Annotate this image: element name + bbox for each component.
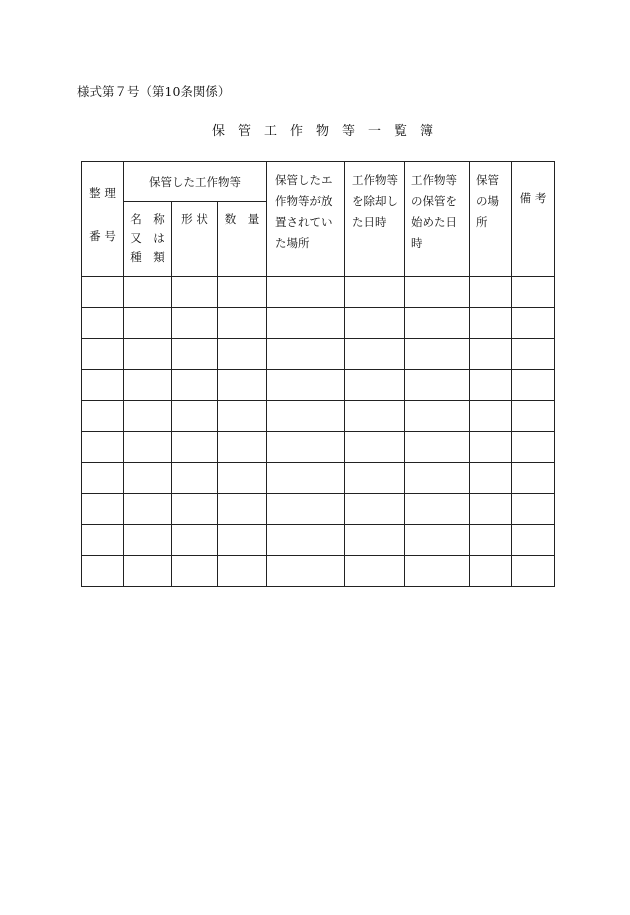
table-cell <box>345 463 405 494</box>
table-cell <box>405 556 470 587</box>
header-remarks: 備 考 <box>512 162 555 277</box>
table-cell <box>172 370 218 401</box>
table-cell <box>405 308 470 339</box>
table-cell <box>345 370 405 401</box>
header-storage-place: 保管の場所 <box>470 162 512 277</box>
table-cell <box>470 463 512 494</box>
table-cell <box>267 277 345 308</box>
table-cell <box>218 370 267 401</box>
table-cell <box>345 308 405 339</box>
table-cell <box>512 463 555 494</box>
storage-ledger-table <box>81 161 555 587</box>
table-cell <box>267 556 345 587</box>
table-cell <box>267 463 345 494</box>
table-cell <box>345 339 405 370</box>
header-abandoned-place: 保管したエ作物等が放置されていた場所 <box>267 162 345 277</box>
table-cell <box>218 339 267 370</box>
table-cell <box>512 432 555 463</box>
table-row <box>82 556 555 587</box>
table-row <box>82 277 555 308</box>
table-cell <box>345 277 405 308</box>
form-number-label: 様式第７号（第10条関係） <box>77 84 231 99</box>
table-cell <box>124 401 172 432</box>
table-row <box>82 401 555 432</box>
table-cell <box>218 432 267 463</box>
table-row <box>82 463 555 494</box>
title-char: 簿 <box>420 124 434 139</box>
table-cell <box>124 277 172 308</box>
table-cell <box>512 339 555 370</box>
table-cell <box>124 463 172 494</box>
table-cell <box>345 556 405 587</box>
table-cell <box>82 494 124 525</box>
header-name-or-type <box>124 202 172 277</box>
table-cell <box>267 525 345 556</box>
table-cell <box>512 556 555 587</box>
table-cell <box>405 277 470 308</box>
table-cell <box>405 432 470 463</box>
header-name-line-1: 名 称 <box>130 212 165 226</box>
header-quantity: 数 量 <box>218 202 267 277</box>
table-cell <box>405 401 470 432</box>
title-char: 一 <box>368 124 382 139</box>
table-cell <box>405 370 470 401</box>
table-cell <box>218 401 267 432</box>
table-cell <box>172 308 218 339</box>
header-seiri-line-2: 番 号 <box>89 229 116 243</box>
table-cell <box>124 432 172 463</box>
table-cell <box>470 401 512 432</box>
table-cell <box>267 308 345 339</box>
table-cell <box>82 308 124 339</box>
table-cell <box>345 401 405 432</box>
header-removal-datetime: 工作物等を除却した日時 <box>345 162 405 277</box>
table-cell <box>172 463 218 494</box>
header-seiri-line-1: 整 理 <box>89 186 116 200</box>
title-char: 作 <box>290 124 304 139</box>
table-cell <box>172 556 218 587</box>
table-cell <box>82 277 124 308</box>
table-cell <box>124 308 172 339</box>
table-cell <box>172 525 218 556</box>
table-cell <box>470 525 512 556</box>
table-cell <box>82 525 124 556</box>
table-cell <box>470 370 512 401</box>
title-char: 工 <box>264 124 278 139</box>
table-cell <box>172 401 218 432</box>
table-cell <box>172 494 218 525</box>
table-cell <box>82 556 124 587</box>
table-cell <box>218 277 267 308</box>
header-stored-items-group: 保管した工作物等 <box>124 162 267 202</box>
table-cell <box>405 494 470 525</box>
table-cell <box>512 525 555 556</box>
table-cell <box>470 494 512 525</box>
table-cell <box>82 370 124 401</box>
table-cell <box>470 339 512 370</box>
table-cell <box>405 525 470 556</box>
table-cell <box>218 463 267 494</box>
table-cell <box>470 556 512 587</box>
table-cell <box>172 339 218 370</box>
table-cell <box>124 556 172 587</box>
table-cell <box>267 339 345 370</box>
table-cell <box>82 432 124 463</box>
table-cell <box>470 308 512 339</box>
table-cell <box>512 401 555 432</box>
table-cell <box>82 401 124 432</box>
table-cell <box>267 401 345 432</box>
table-cell <box>82 463 124 494</box>
table-cell <box>470 432 512 463</box>
title-char: 等 <box>342 124 356 139</box>
table-cell <box>405 339 470 370</box>
table-row <box>82 370 555 401</box>
table-cell <box>512 370 555 401</box>
table-cell <box>512 308 555 339</box>
header-row-1 <box>82 162 555 202</box>
table-cell <box>267 494 345 525</box>
table-cell <box>218 494 267 525</box>
table-cell <box>218 308 267 339</box>
title-char: 保 <box>212 124 226 139</box>
table-cell <box>218 556 267 587</box>
header-storage-start-datetime: 工作物等の保管を始めた日時 <box>405 162 470 277</box>
table-cell <box>124 339 172 370</box>
table-row <box>82 494 555 525</box>
table-row <box>82 432 555 463</box>
table-cell <box>405 463 470 494</box>
table-cell <box>172 277 218 308</box>
table-row <box>82 525 555 556</box>
title-char: 管 <box>238 124 252 139</box>
header-name-line-3: 種 類 <box>130 250 165 264</box>
document-title <box>212 124 446 140</box>
title-char: 物 <box>316 124 330 139</box>
header-name-line-2: 又 は <box>130 231 165 245</box>
table-cell <box>512 277 555 308</box>
table-cell <box>124 525 172 556</box>
table-cell <box>470 277 512 308</box>
table-cell <box>267 370 345 401</box>
table-cell <box>345 494 405 525</box>
table-cell <box>172 432 218 463</box>
header-seiri-bango <box>82 162 124 277</box>
table-cell <box>218 525 267 556</box>
table-row <box>82 308 555 339</box>
table-cell <box>512 494 555 525</box>
table-cell <box>124 370 172 401</box>
table-cell <box>267 432 345 463</box>
table-cell <box>345 432 405 463</box>
table-cell <box>345 525 405 556</box>
header-shape: 形 状 <box>172 202 218 277</box>
table-cell <box>82 339 124 370</box>
table-cell <box>124 494 172 525</box>
title-char: 覧 <box>394 124 408 139</box>
table-row <box>82 339 555 370</box>
